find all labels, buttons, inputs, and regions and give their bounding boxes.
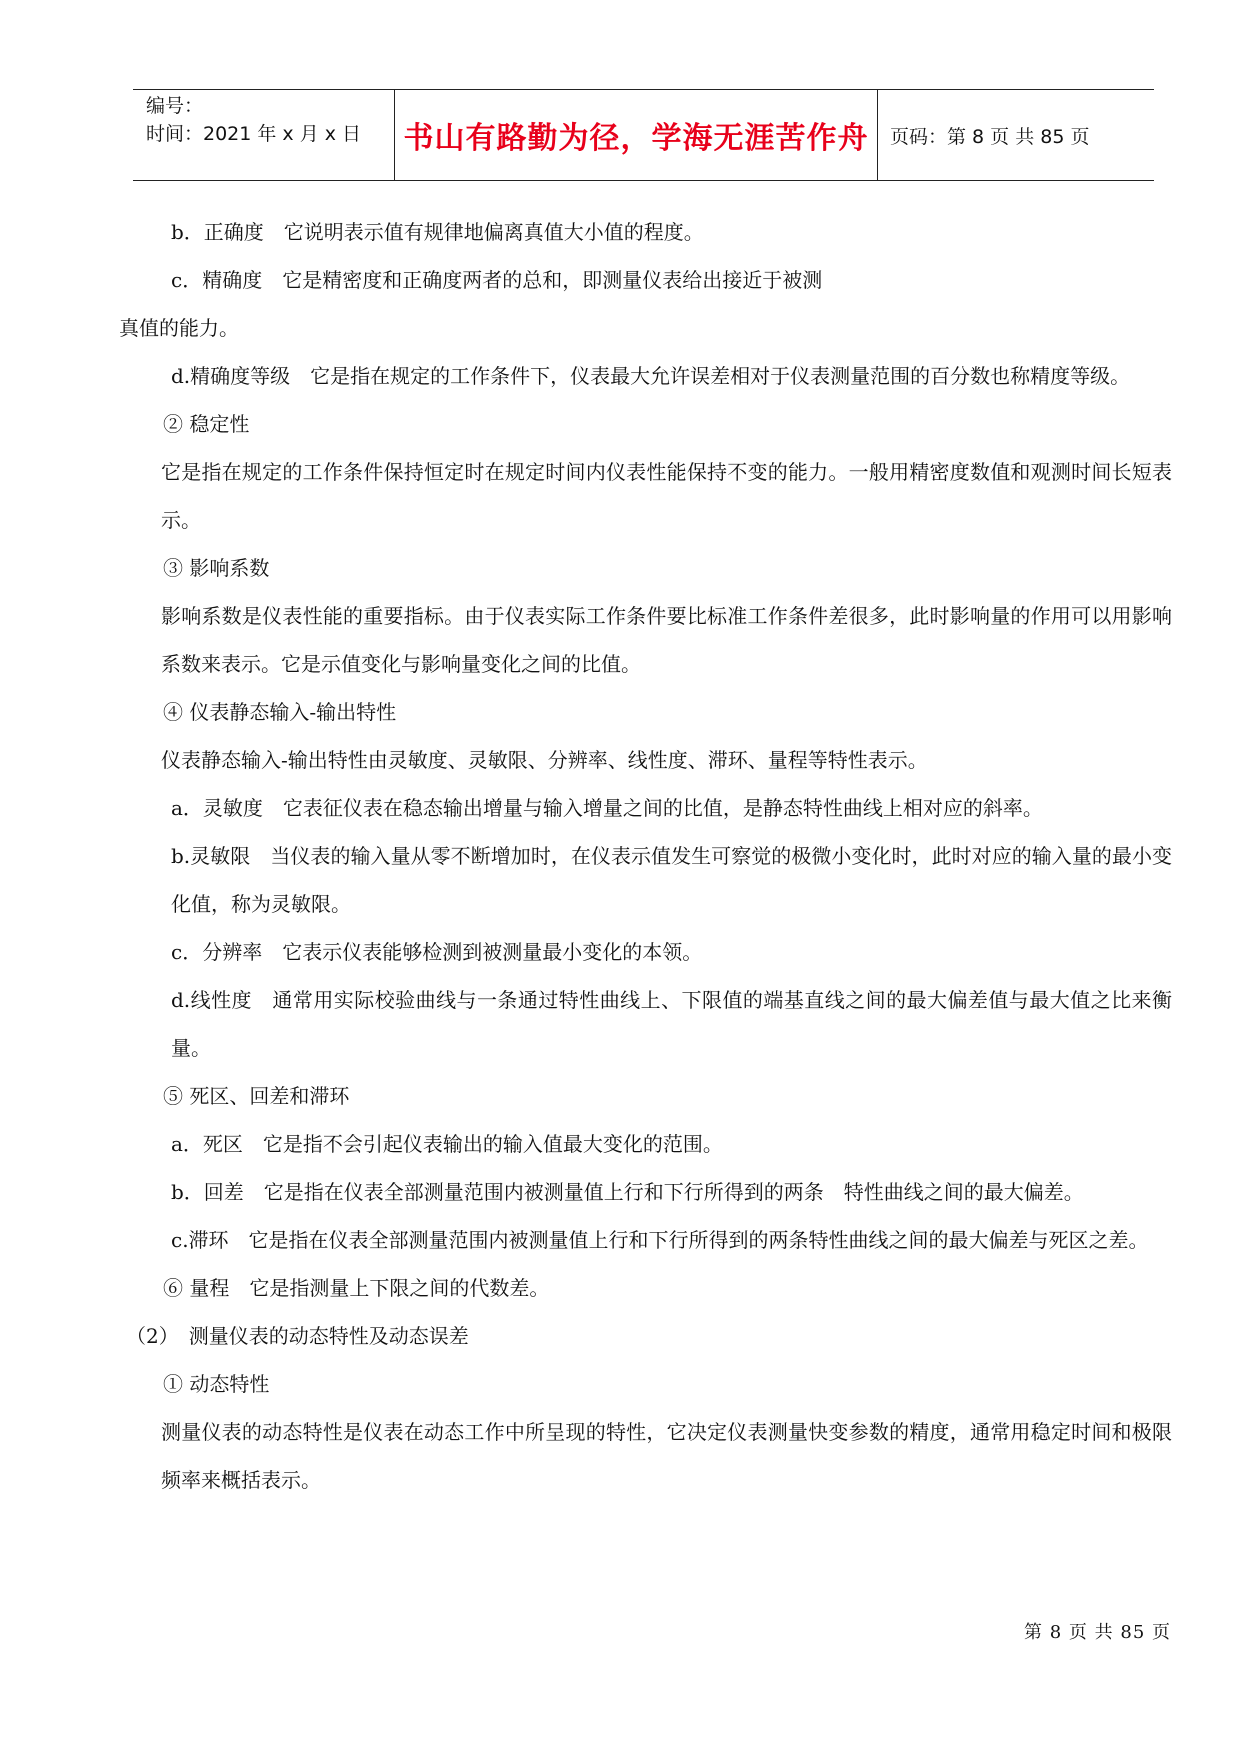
heading-stability: ② 稳定性 bbox=[163, 412, 250, 436]
paragraph-accuracy-class: d.精确度等级 它是指在规定的工作条件下，仪表最大允许误差相对于仪表测量范围的百分数也称精度等级。 bbox=[171, 364, 1131, 388]
paragraph-dead-zone: a．死区 它是指不会引起仪表输出的输入值最大变化的范围。 bbox=[171, 1132, 723, 1156]
heading-influence-coefficient: ③ 影响系数 bbox=[163, 556, 270, 580]
paragraph-hysteresis-loop: c.滞环 它是指在仪表全部测量范围内被测量值上行和下行所得到的两条特性曲线之间的最大偏差与死区之差。 bbox=[171, 1228, 1149, 1252]
heading-static-io: ④ 仪表静态输入-输出特性 bbox=[163, 700, 397, 724]
paragraph-dynamic: 测量仪表的动态特性是仪表在动态工作中所呈现的特性，它决定仪表测量快变参数的精度，通常用稳定时间和极限频率来概括表示。 bbox=[161, 1420, 1172, 1492]
paragraph-accuracy: b．正确度 它说明表示值有规律地偏离真值大小值的程度。 bbox=[171, 220, 704, 244]
paragraph-precision-continued: 真值的能力。 bbox=[119, 316, 239, 340]
document-body bbox=[119, 208, 1172, 1504]
heading-dead-zone: ⑤ 死区、回差和滞环 bbox=[163, 1084, 350, 1108]
heading-dynamic-characteristics: （2） 测量仪表的动态特性及动态误差 bbox=[126, 1324, 469, 1348]
paragraph-linearity: d.线性度 通常用实际校验曲线与一条通过特性曲线上、下限值的端基直线之间的最大偏差值与最大值之比来衡量。 bbox=[171, 988, 1172, 1060]
paragraph-hysteresis-error: b．回差 它是指在仪表全部测量范围内被测量值上行和下行所得到的两条 特性曲线之间的最大偏差。 bbox=[171, 1180, 1084, 1204]
paragraph-static-io: 仪表静态输入-输出特性由灵敏度、灵敏限、分辨率、线性度、滞环、量程等特性表示。 bbox=[161, 748, 928, 772]
page-header bbox=[133, 89, 1154, 181]
paragraph-precision: c．精确度 它是精密度和正确度两者的总和，即测量仪表给出接近于被测 bbox=[171, 268, 823, 292]
paragraph-influence-coefficient: 影响系数是仪表性能的重要指标。由于仪表实际工作条件要比标准工作条件差很多，此时影响量的作用可以用影响系数来表示。它是示值变化与影响量变化之间的比值。 bbox=[161, 604, 1172, 676]
paragraph-resolution: c．分辨率 它表示仪表能够检测到被测量最小变化的本领。 bbox=[171, 940, 703, 964]
paragraph-stability: 它是指在规定的工作条件保持恒定时在规定时间内仪表性能保持不变的能力。一般用精密度数值和观测时间长短表示。 bbox=[161, 460, 1172, 532]
header-meta bbox=[146, 90, 396, 182]
header-page-number: 页码：第 8 页 共 85 页 bbox=[890, 125, 1090, 148]
page-footer: 第 8 页 共 85 页 bbox=[1024, 1622, 1171, 1643]
paragraph-range: ⑥ 量程 它是指测量上下限之间的代数差。 bbox=[163, 1276, 550, 1300]
document-time-label: 时间：2021 年 x 月 x 日 bbox=[146, 123, 362, 145]
header-motto: 书山有路勤为径，学海无涯苦作舟 bbox=[394, 90, 878, 180]
heading-dynamic: ① 动态特性 bbox=[163, 1372, 270, 1396]
paragraph-sensitivity-limit: b.灵敏限 当仪表的输入量从零不断增加时，在仪表示值发生可察觉的极微小变化时，此时对应的输入量的最小变化值，称为灵敏限。 bbox=[171, 844, 1172, 916]
paragraph-sensitivity: a．灵敏度 它表征仪表在稳态输出增量与输入增量之间的比值，是静态特性曲线上相对应的斜率。 bbox=[171, 796, 1043, 820]
document-number-label: 编号： bbox=[146, 95, 204, 117]
